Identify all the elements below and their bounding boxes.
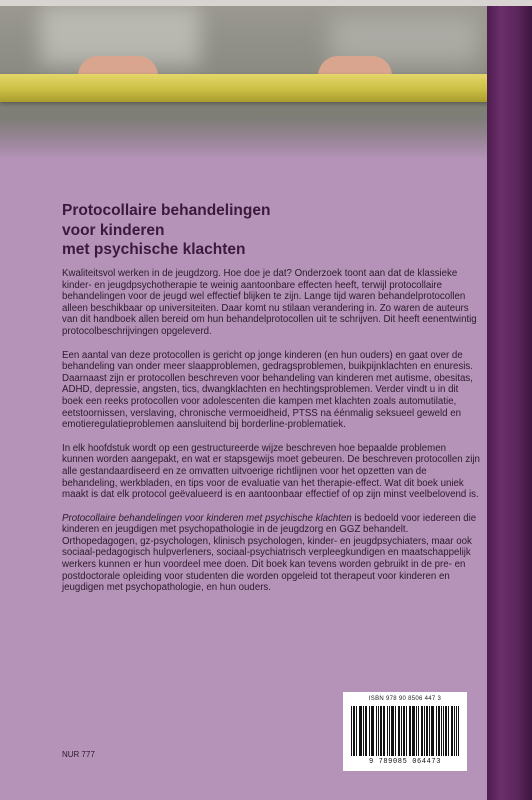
barcode-bar — [436, 706, 437, 756]
back-cover — [0, 6, 500, 800]
nur-code: NUR 777 — [62, 750, 95, 759]
barcode-bar — [446, 706, 447, 756]
barcode-digits: 9 789085 064473 — [368, 758, 441, 766]
barcode-bar — [373, 706, 374, 756]
barcode-bar — [448, 706, 449, 756]
barcode-bar — [429, 706, 430, 756]
barcode-bar — [421, 706, 422, 756]
book-title-line: met psychische klachten — [62, 241, 246, 258]
barcode-bar — [409, 706, 410, 756]
barcode-bar — [412, 706, 413, 756]
barcode-bar — [353, 706, 354, 756]
barcode-bar — [351, 706, 352, 756]
barcode-bar — [378, 706, 379, 756]
barcode-bar — [414, 706, 415, 756]
barcode-bar — [395, 706, 396, 756]
barcode-bar — [427, 706, 428, 756]
barcode-image — [351, 706, 459, 756]
barcode-bar — [361, 706, 362, 756]
barcode-bar — [426, 706, 427, 756]
barcode-bar — [439, 706, 440, 756]
barcode-bar — [432, 706, 433, 756]
barcode-bar — [384, 706, 385, 756]
barcode-bar — [387, 706, 388, 756]
blurb — [62, 268, 480, 606]
barcode-bar — [383, 706, 384, 756]
barcode-bar — [380, 706, 381, 756]
barcode-bar — [424, 706, 425, 756]
audience-text: is bedoeld voor iedereen die kinderen en jeugdigen met psychopathologie in de jeugdzorg en GGZ behandelt. Orthopedagogen, gz-psychologen, klinisch psychologen, kinder- en jeugdpsychiaters, maar ook sociaal-pedagogisch hulpverleners, sociaal-psychiatrisch verpleegkundigen en maatschappelijk werkers kunnen er hun voordeel mee doen. Dit boek kan tevens worden gebruikt in de pre- en postdoctorale opleiding voor studenten die worden opgeleid tot therapeut voor kinderen en jeugdigen met psychopathologie, en hun ouders. — [62, 512, 477, 594]
barcode-bar — [456, 706, 457, 756]
blurb-paragraph: In elk hoofdstuk wordt op een gestructureerde wijze beschreven hoe bepaalde problemen kunnen worden aangepakt, en wat er stapsgewijs moet gebeuren. De beschreven protocollen zijn alle gestandaardiseerd en ze omvatten uitvoerige richtlijnen voor het opzetten van de behandeling, werkbladen, en tips voor de evaluatie van het therapie-effect. Wat dit boek uniek maakt is dat elk protocol geëvalueerd is en aantoonbaar effectief of op zijn minst veelbelovend is. — [62, 442, 480, 501]
yellow-bar-image — [0, 74, 500, 102]
barcode-bar — [422, 706, 423, 756]
barcode-bar — [416, 706, 417, 756]
barcode-bar — [403, 706, 404, 756]
barcode-bar — [393, 706, 394, 756]
barcode-bar — [372, 706, 373, 756]
barcode-bar — [366, 706, 367, 756]
barcode-bar — [452, 706, 453, 756]
barcode-bar — [398, 706, 399, 756]
barcode-bar — [371, 706, 372, 756]
barcode-bar — [359, 706, 360, 756]
barcode-bar — [406, 706, 407, 756]
barcode-bar — [433, 706, 434, 756]
barcode-bar — [356, 706, 357, 756]
barcode-bar — [369, 706, 370, 756]
barcode-bar — [401, 706, 402, 756]
book-spine — [487, 6, 532, 800]
barcode-bar — [360, 706, 361, 756]
barcode-bar — [438, 706, 439, 756]
barcode-bar — [418, 706, 419, 756]
barcode-bar — [363, 706, 364, 756]
book-title-line: Protocollaire behandelingen — [62, 202, 271, 219]
barcode-bar — [441, 706, 442, 756]
barcode-bar — [392, 706, 393, 756]
isbn-text: ISBN 978 90 8506 447 3 — [368, 696, 442, 702]
barcode-label — [343, 692, 467, 771]
book-title-line: voor kinderen — [62, 221, 165, 239]
barcode-bar — [413, 706, 414, 756]
blurb-paragraph: Kwaliteitsvol werken in de jeugdzorg. Hoe doe je dat? Onderzoek toont aan dat de klassieke kinder- en jeugdpsychotherapie te weinig aantoonbare effecten heeft, terwijl protocollaire behandelingen voor de jeugd wel effectief blijken te zijn. Lange tijd waren behandelprotocollen alleen beschikbaar op universiteiten. Daar komt nu stilaan verandering in. Zo waren de auteurs van dit handboek allen bereid om hun behandelprotocollen uit te schrijven. Dit heeft eenentwintig protocolbeschrijvingen opgeleverd. — [62, 268, 477, 337]
barcode-bar — [443, 706, 444, 756]
barcode-bar — [389, 706, 390, 756]
barcode-bar — [458, 706, 459, 756]
barcode-bar — [451, 706, 452, 756]
barcode-bar — [354, 706, 355, 756]
barcode-bar — [376, 706, 377, 756]
blurb-paragraph-audience — [62, 513, 480, 594]
barcode-bar — [391, 706, 392, 756]
barcode-bar — [381, 706, 382, 756]
barcode-bar — [399, 706, 400, 756]
barcode-bar — [431, 706, 432, 756]
barcode-bar — [454, 706, 455, 756]
blurb-paragraph: Een aantal van deze protocollen is gericht op jonge kinderen (en hun ouders) en gaat over de behandeling van onder meer slaapproblemen, gedragsproblemen, buikpijnklachten en enuresis. Daarnaast zijn er protocollen beschreven voor behandeling van kinderen met autisme, obesitas, ADHD, depressie, angsten, tics, dwangklachten en hechtingsproblemen. Verder vindt u in dit boek een reeks protocollen voor adolescenten die kampen met klachten zoals automutilatie, eetstoornissen, verslaving, chronische vermoeidheid, PTSS na éénmalig seksueel geweld en emotieregulatieproblemen aansluitend bij borderline-problematiek. — [62, 349, 473, 431]
book-title — [62, 201, 482, 260]
book-title-italic: Protocollaire behandelingen voor kinderen met psychische klachten — [62, 512, 352, 524]
photo-fade — [0, 116, 500, 159]
barcode-bar — [365, 706, 366, 756]
cover-photo — [0, 6, 500, 159]
barcode-bar — [410, 706, 411, 756]
barcode-bar — [445, 706, 446, 756]
barcode-bar — [404, 706, 405, 756]
